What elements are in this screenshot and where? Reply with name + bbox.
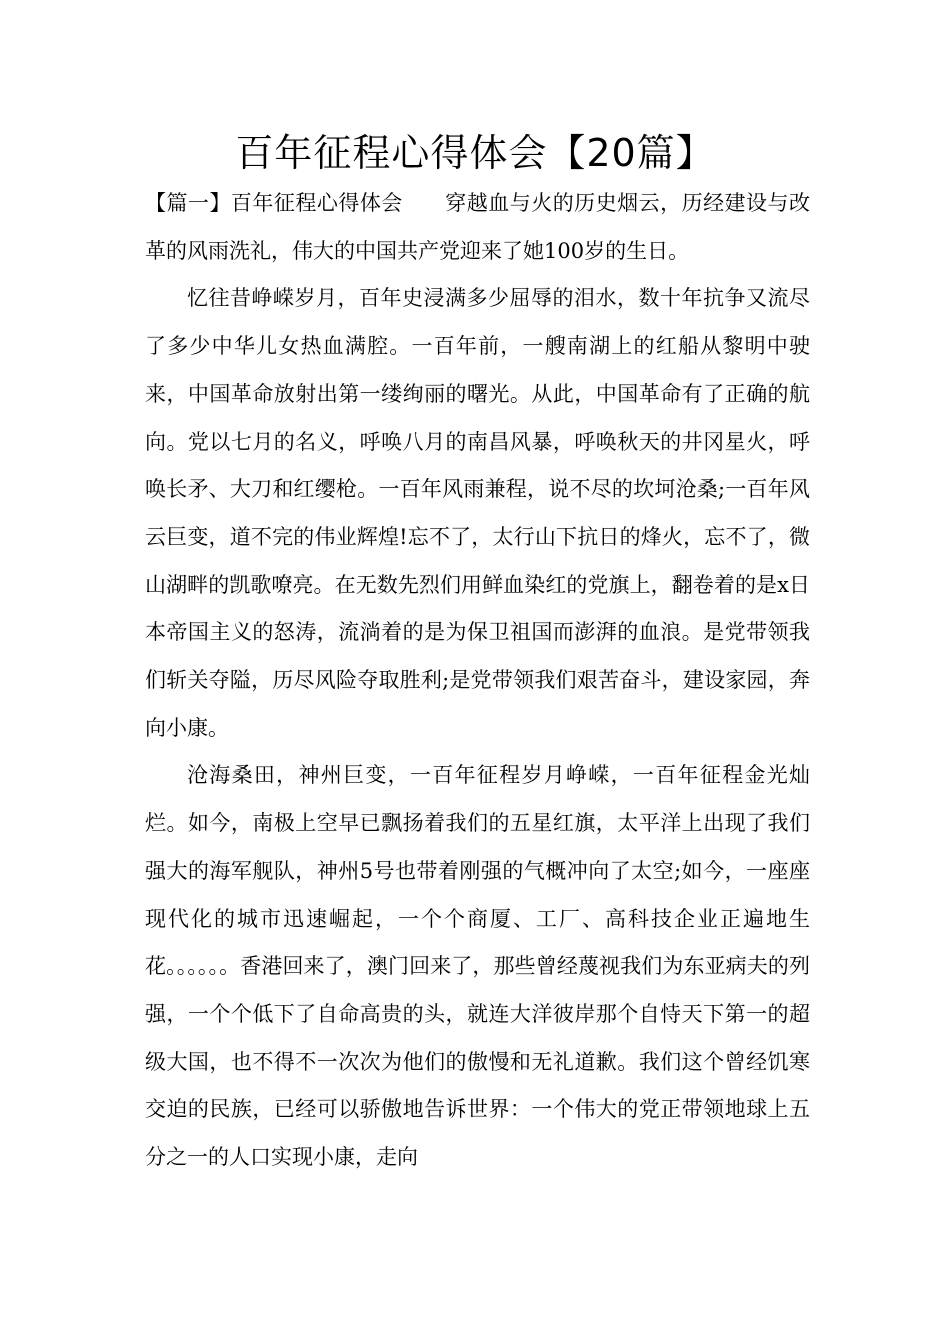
document-title: 百年征程心得体会【20篇】 [235, 131, 715, 175]
paragraph-3: 沧海桑田，神州巨变，一百年征程岁月峥嵘，一百年征程金光灿烂。如今，南极上空早已飘扬着我们的五星红旗，太平洋上出现了我们强大的海军舰队，神州5号也带着刚强的气概冲向了太空;如今，一座座现代化的城市迅速崛起，一个个商厦、工厂、高科技企业正遍地生花。。。。。。香港回来了，澳门回来了，那些曾经蔑视我们为东亚病夫的列强，一个个低下了自命高贵的头，就连大洋彼岸那个自恃天下第一的超级大国，也不得不一次次为他们的傲慢和无礼道歉。我们这个曾经饥寒交迫的民族，已经可以骄傲地告诉世界：一个伟大的党正带领地球上五分之一的人口实现小康，走向 [145, 763, 810, 1170]
paragraph-1-text: 穿越血与火的历史烟云，历经建设与改革的风雨洗礼，伟大的中国共产党迎来了她100岁的生日。 [145, 191, 811, 263]
paragraph-2: 忆往昔峥嵘岁月，百年史浸满多少屈辱的泪水，数十年抗争又流尽了多少中华儿女热血满腔。一百年前，一艘南湖上的红船从黎明中驶来，中国革命放射出第一缕绚丽的曙光。从此，中国革命有了正确的航向。党以七月的名义，呼唤八月的南昌风暴，呼唤秋天的井冈星火，呼唤长矛、大刀和红缨枪。一百年风雨兼程，说不尽的坎坷沧桑;一百年风云巨变，道不完的伟业辉煌!忘不了，太行山下抗日的烽火，忘不了，微山湖畔的凯歌嘹亮。在无数先烈们用鲜血染红的党旗上，翻卷着的是x日本帝国主义的怒涛，流淌着的是为保卫祖国而澎湃的血浪。是党带领我们斩关夺隘，历尽风险夺取胜利;是党带领我们艰苦奋斗，建设家园，奔向小康。 [145, 286, 810, 740]
section-label: 【篇一】百年征程心得体会 [145, 191, 403, 215]
paragraph-1 [145, 180, 810, 275]
document-body [145, 180, 810, 1182]
